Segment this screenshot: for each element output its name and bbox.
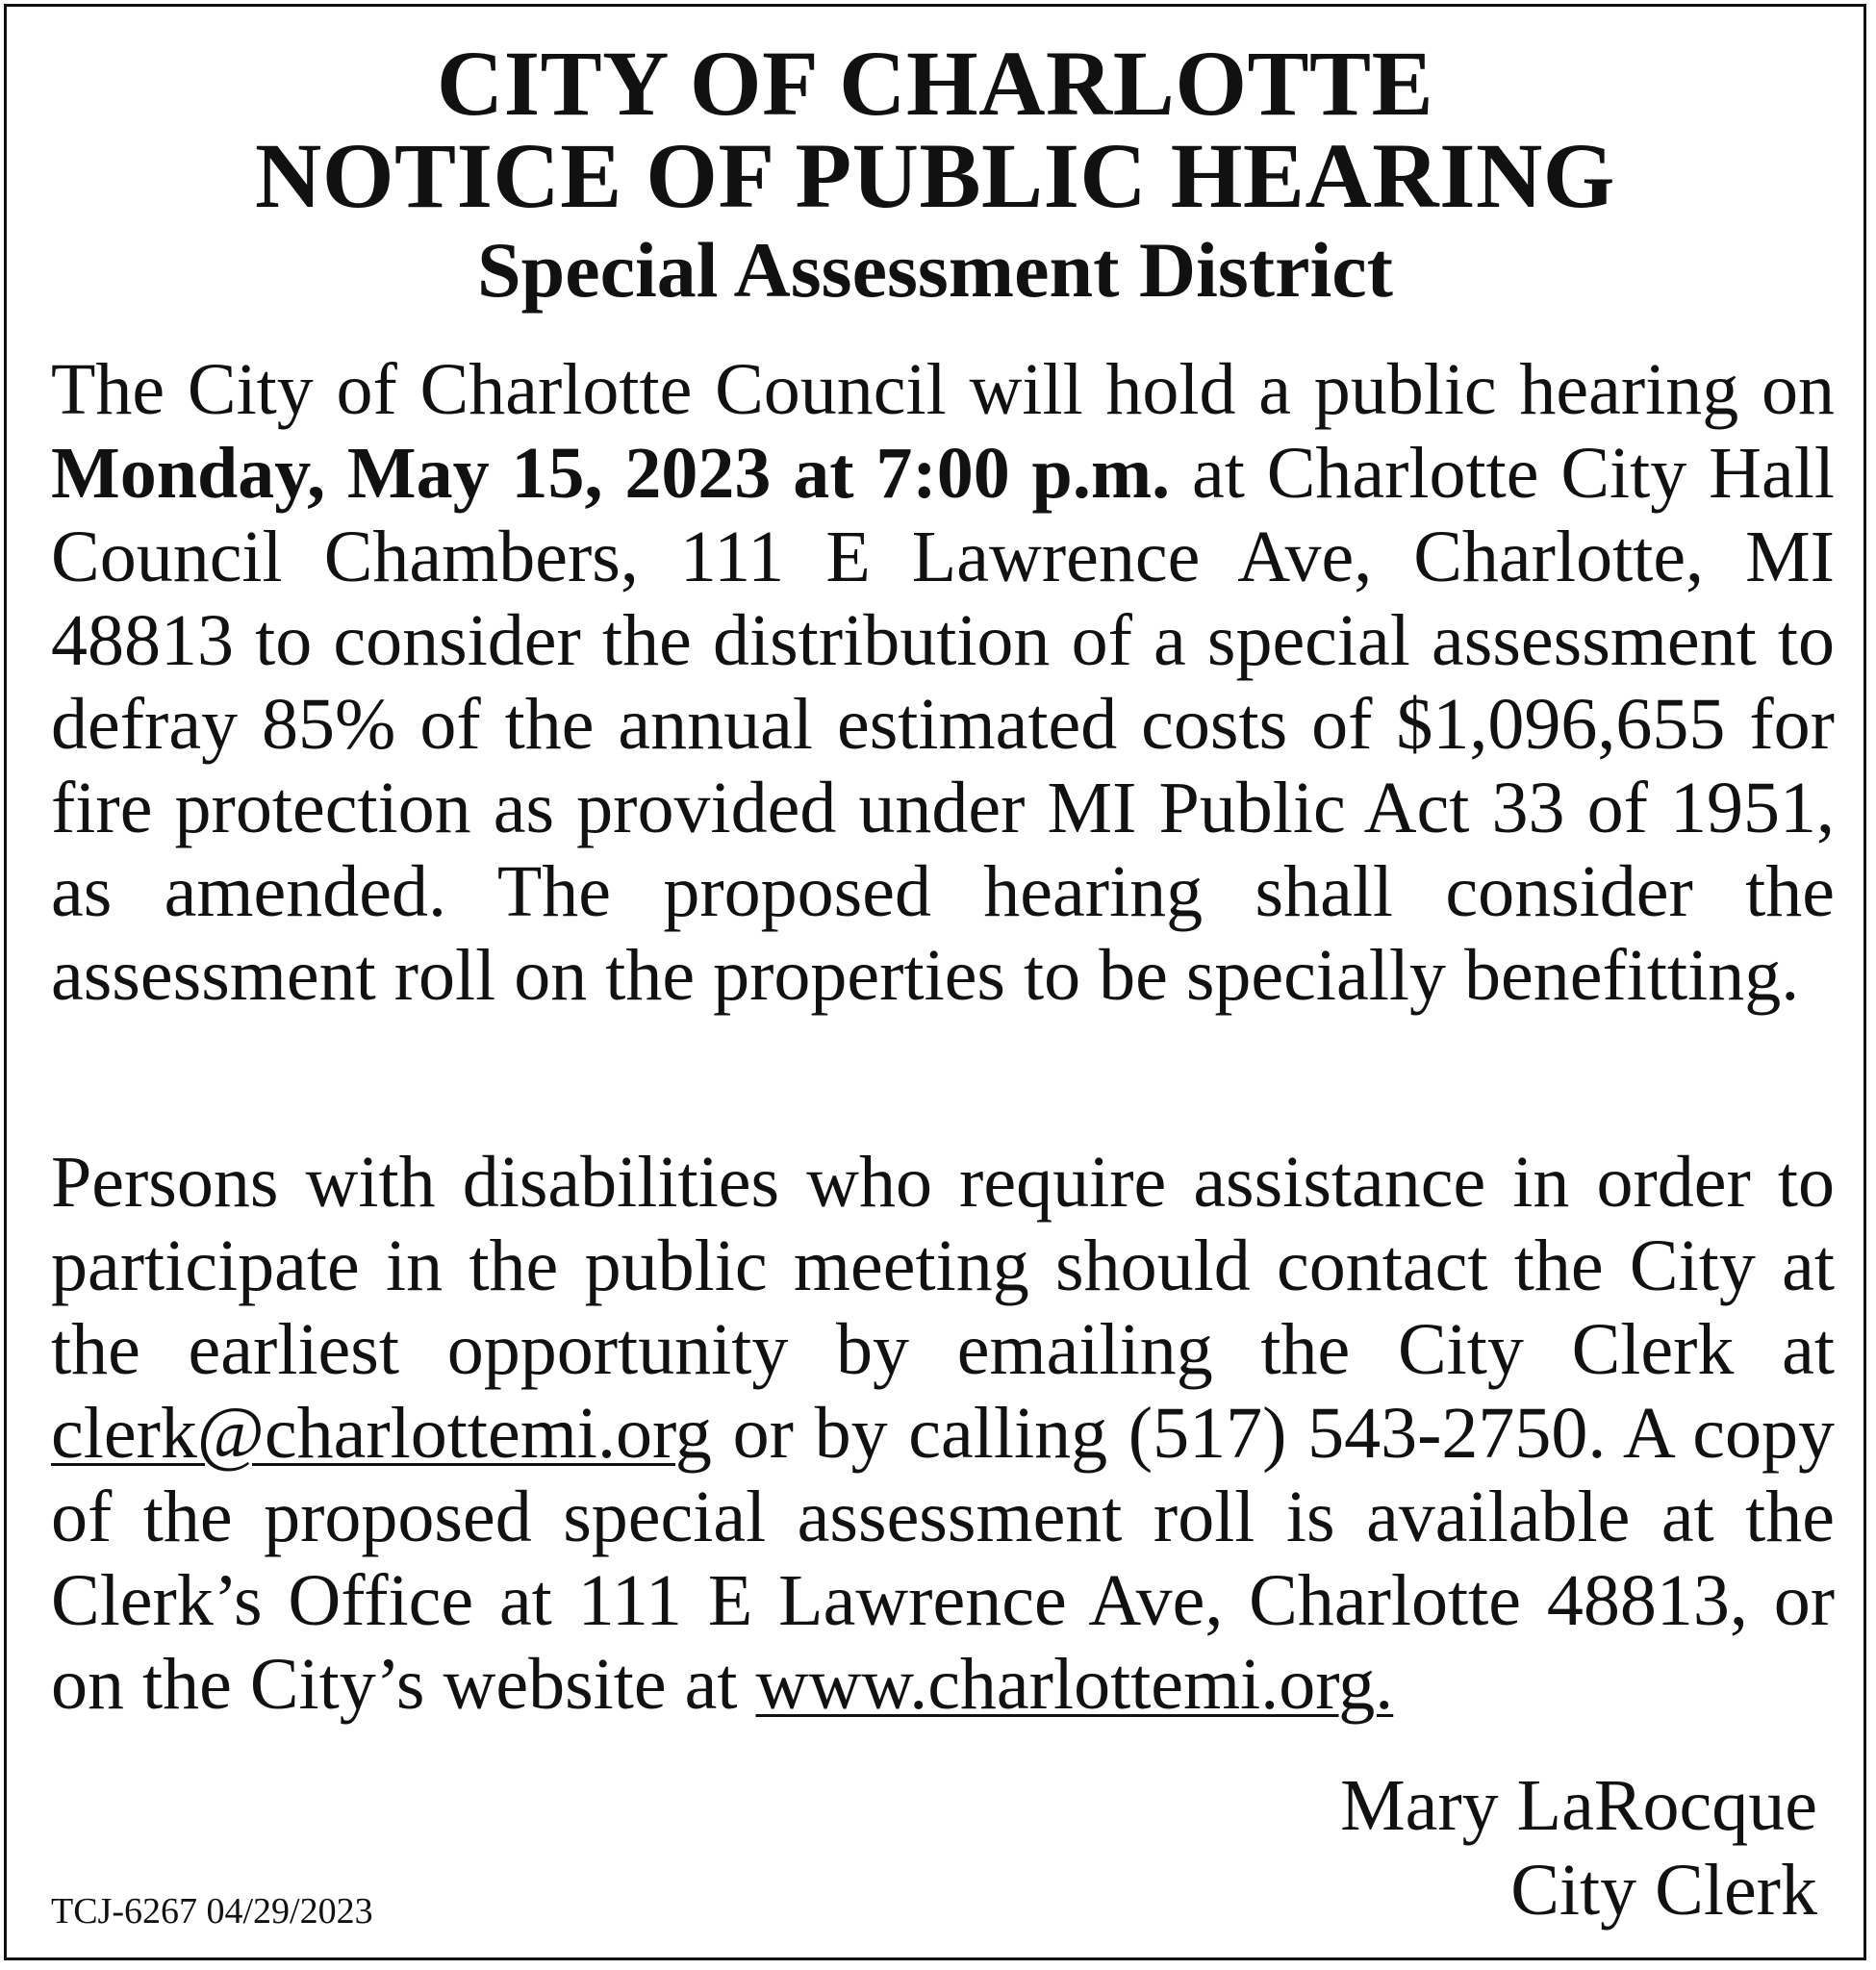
signer-name: Mary LaRocque [1340,1765,1817,1846]
hearing-paragraph [51,348,1835,1018]
city-title: CITY OF CHARLOTTE [436,32,1434,135]
signature-block [1340,1763,1817,1932]
clerk-email-link[interactable]: clerk@charlottemi.org [51,1393,712,1474]
notice-title: NOTICE OF PUBLIC HEARING [255,124,1615,227]
hearing-details: at Charlotte City Hall Council Chambers, 111 E Lawrence Ave, Charlotte, MI 48813 to consider the distribution of a special assessment to defray 85% of the annual estimated costs of $1,096,655 for fire protection as provided under MI Public Act 33 of 1951, as amended. The proposed hearing shall consider the assessment roll on the properties to be specially benefitting. [51,433,1835,1016]
notice-subtitle: Special Assessment District [476,226,1393,314]
hearing-date-time: Monday, May 15, 2023 at 7:00 p.m. [51,433,1171,514]
accessibility-text-2: or by calling (517) 543-2750. A copy of the proposed special assessment roll is available at the Clerk’s Office at 111 E Lawrence Ave, Charlotte 48813, or on the City’s website at [51,1393,1835,1725]
publication-reference: TCJ-6267 04/29/2023 [51,1891,373,1932]
accessibility-text: Persons with disabilities who require assistance in order to participate in the public meeting should contact the City at the earliest opportunity by emailing the City Clerk at [51,1142,1835,1390]
signer-title: City Clerk [1510,1850,1817,1931]
website-link[interactable]: www.charlottemi.org. [755,1644,1394,1725]
legal-notice [4,4,1866,1960]
hearing-intro: The City of Charlotte Council will hold a public hearing on [51,349,1835,430]
notice-header [7,32,1863,318]
accessibility-paragraph [51,1141,1835,1727]
